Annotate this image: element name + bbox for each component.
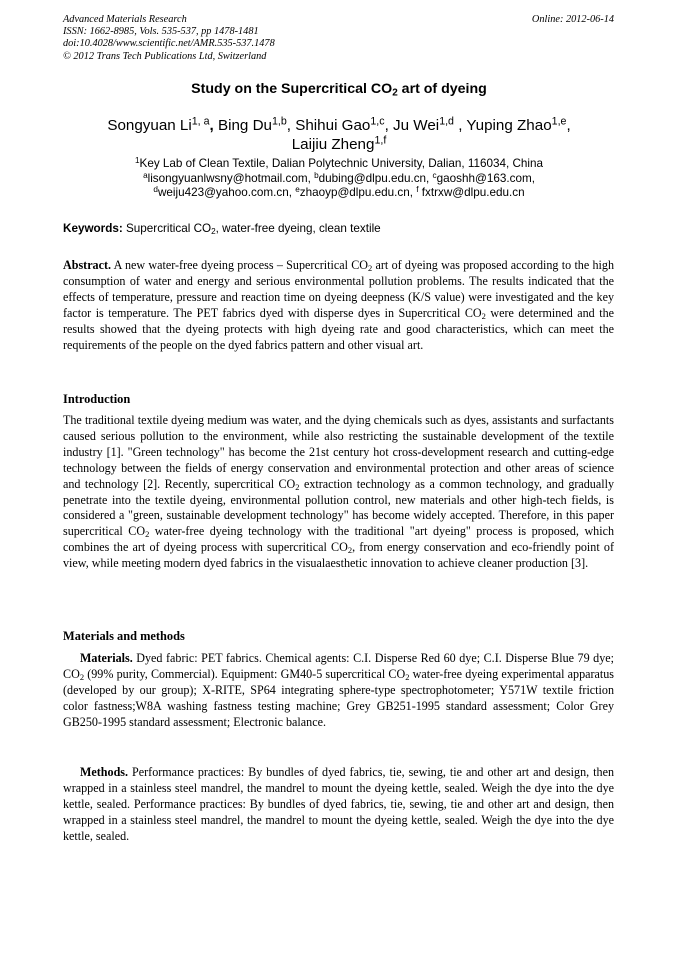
affiliation: $^1$Key Lab of Clean Textile, Dalian Polytechnic University, Dalian, 116034, China xyxy=(135,155,543,170)
journal-name: Advanced Materials Research xyxy=(63,14,187,25)
email-line: $^a$lisongyuanlwsny@hotmail.com, $^b$dubing@dlpu.edu.cn, $^c$gaoshh@163.com, xyxy=(143,170,535,185)
keywords: Keywords: Supercritical $CO_2$, water-free dyeing, clean textile xyxy=(63,222,381,237)
email-line: $^d$weiju423@yahoo.com.cn, $^e$zhaoyp@dlpu.edu.cn, $^f$ fxtrxw@dlpu.edu.cn xyxy=(153,185,525,200)
paper-title: Study on the Supercritical $CO_2$ art of dyeing xyxy=(191,81,487,99)
copyright-line: © 2012 Trans Tech Publications Ltd, Switzerland xyxy=(63,50,267,62)
author-list: Songyuan Li$^{1, a}$, Bing Du$^{1,b}$, Shihui Gao$^{1,c}$, Ju Wei$^{1,d}$ , Yuping Zhao$^{1,e}$, Laijiu Zheng$^{1,f}$ xyxy=(107,115,571,153)
online-date: Online: 2012-06-14 xyxy=(531,14,614,25)
methods-heading: Materials and methods xyxy=(63,629,185,643)
methods-paragraph: Methods. Performance practices: By bundles of dyed fabrics, tie, sewing, tie and other art and design, then wrapped in a stainless steel mandrel, the mandrel to mount the dyeing kettle, sealed. Weigh the dye into the dye kettle, sealed. Performance practices: By bundles of dyed fabrics, tie, sewing, tie and other art and design, then wrapped in a stainless steel mandrel, the mandrel to mount the dyeing kettle, sealed. Weigh the dye into the dye kettle, sealed. xyxy=(63,765,614,843)
author: Yuping Zhao$^{1,e}$ xyxy=(466,115,567,134)
doi-line: doi:10.4028/www.scientific.net/AMR.535-537.1478 xyxy=(63,38,275,50)
author: Songyuan Li$^{1, a}$ xyxy=(107,115,210,134)
journal-metadata xyxy=(63,14,275,63)
author: Ju Wei$^{1,d}$ xyxy=(393,115,454,134)
introduction-paragraph: The traditional textile dyeing medium was water, and the dying chemicals such as dyes, assistants and surfactants caused serious pollution to the environment, while also restricting the sustainable development of the textile industry [1]. "Green technology" has become the 21st century hot cross-development research and cutting-edge technology between the fields of energy conservation and environmental protection and other areas of science and technology [2]. Recently, supercritical $CO_2$ extraction technology as a common technology, and gradually penetrate into the textile dyeing, environmental pollution control, new materials and other high-tech fields, is considered a "green, sustainable development technology" has become widely accepted. Therefore, in this paper supercritical $CO_2$ water-free dyeing technology with the traditional "art dyeing" process is proposed, which combines the art of dyeing process with supercritical $CO_2$, from energy conservation and eco-friendly point of view, while meeting modern dyed fabrics in the visualaesthetic innovation to achieve cleaner production [3]. xyxy=(63,413,615,571)
issn-line: ISSN: 1662-8985, Vols. 535-537, pp 1478-1481 xyxy=(63,26,259,38)
materials-paragraph: Materials. Dyed fabric: PET fabrics. Chemical agents: C.I. Disperse Red 60 dye; C.I. Disperse Blue 79 dye; $CO_2$ (99% purity, Commercial). Equipment: GM40-5 supercritical $CO_2$ water-free dyeing experimental apparatus (developed by our group); X-RITE, SP64 integrating sphere-type spectrophotometer; Y571W textile friction color fastness;W8A washing fastness testing machine; Grey GB251-1995 standard assessment; Color Grey GB250-1995 standard assessment; Electronic balance. xyxy=(63,651,614,729)
author: Shihui Gao$^{1,c}$ xyxy=(295,115,385,134)
abstract-paragraph: Abstract. A new water-free dyeing process – Supercritical $CO_2$ art of dyeing was proposed according to the high consumption of water and energy and serious environmental pollution problems. The results indicated that the effects of temperature, pressure and reaction time on dyeing deepness (K/S value) were investigated and the key factor is temperature. The PET fabrics dyed with disperse dyes in Supercritical $CO_2$ were determined and the results showed that the dyeing protects with high dyeing rate and good characteristics, which can meet the requirements of the people on the dyed fabrics pattern and other visual art. xyxy=(63,258,614,352)
affiliation-block xyxy=(70,157,608,201)
author: Laijiu Zheng$^{1,f}$ xyxy=(291,134,387,153)
introduction-heading: Introduction xyxy=(63,392,131,406)
author: Bing Du$^{1,b}$ xyxy=(217,115,287,134)
